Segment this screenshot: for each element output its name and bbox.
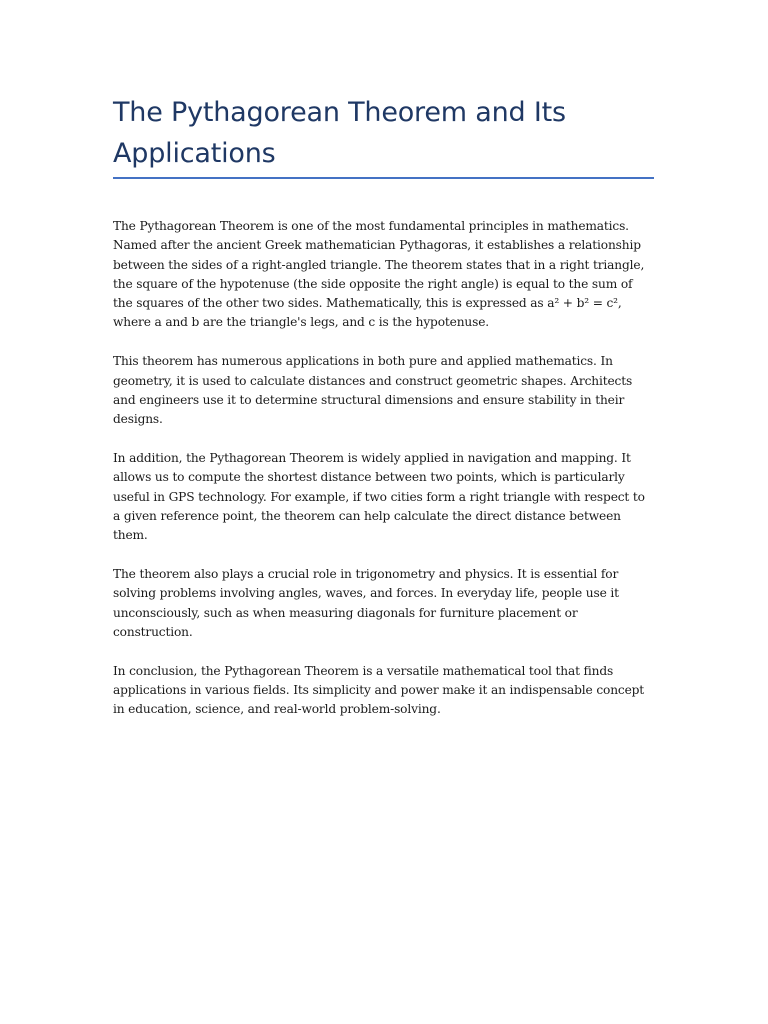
paragraph-applications: This theorem has numerous applications in both pure and applied mathematics. In geometry, it is used to calculate distances and construct geometric shapes. Architects and engineers use it to determine structural dimensions and ensure stability in their designs.: [113, 354, 633, 427]
document-content: [113, 92, 654, 739]
paragraph-conclusion: In conclusion, the Pythagorean Theorem is a versatile mathematical tool that finds applications in various fields. Its simplicity and power make it an indispensable concept in education, science, and real-world problem-solving.: [113, 663, 645, 717]
title-underline-rule: [113, 177, 654, 179]
document-title: The Pythagorean Theorem and Its Applications: [113, 97, 566, 169]
paragraph-introduction: The Pythagorean Theorem is one of the most fundamental principles in mathematics. Named after the ancient Greek mathematician Pythagoras, it establishes a relationship between the sides of a right-angled triangle. The theorem states that in a right triangle, the square of the hypotenuse (the side opposite the right angle) is equal to the sum of the squares of the other two sides. Mathematically, this is expressed as a² + b² = c², where a and b are the triangle's legs, and c is the hypotenuse.: [113, 219, 645, 330]
document-body: [113, 217, 654, 720]
paragraph-trigonometry-physics: The theorem also plays a crucial role in trigonometry and physics. It is essential for solving problems involving angles, waves, and forces. In everyday life, people use it unconsciously, such as when measuring diagonals for furniture placement or construction.: [113, 566, 619, 639]
paragraph-navigation: In addition, the Pythagorean Theorem is widely applied in navigation and mapping. It allows us to compute the shortest distance between two points, which is particularly useful in GPS technology. For example, if two cities form a right triangle with respect to a given reference point, the theorem can help calculate the direct distance between them.: [113, 450, 645, 543]
